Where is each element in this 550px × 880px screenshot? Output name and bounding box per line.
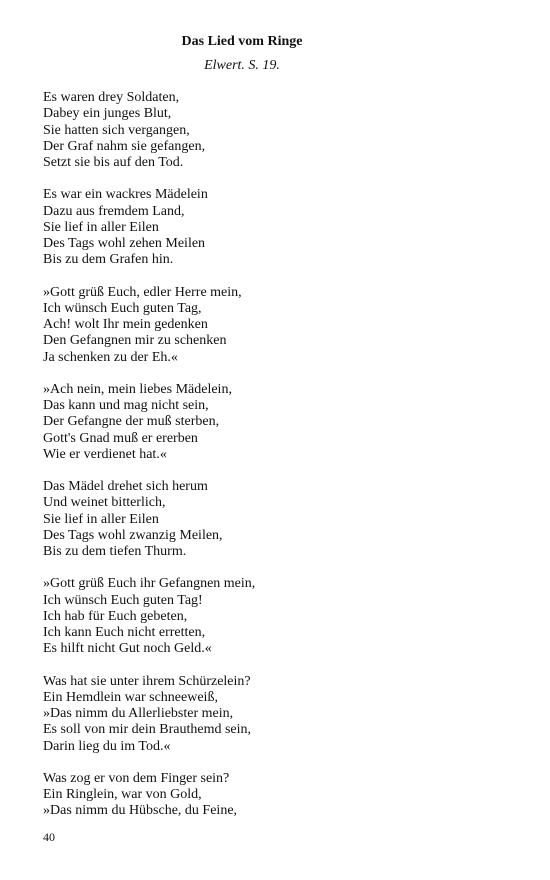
verse-line: Setzt sie bis auf den Tod. (43, 155, 184, 170)
verse-line: Ich kann Euch nicht erretten, (43, 625, 206, 640)
verse-line: »Das nimm du Hübsche, du Feine, (43, 803, 238, 819)
verse-line: Bis zu dem tiefen Thurm. (43, 544, 187, 559)
verse-line: Was zog er von dem Finger sein? (43, 770, 230, 786)
source-reference: Elwert. S. 19. (204, 58, 280, 73)
stanza-2 (43, 187, 503, 268)
verse-line: Wie er verdienet hat.« (43, 446, 167, 462)
stanza-3 (43, 285, 503, 366)
verse-line: Der Gefangne der muß sterben, (43, 414, 220, 430)
verse-line: Und weinet bitterlich, (43, 495, 166, 511)
verse-line: Des Tags wohl zwanzig Meilen, (43, 527, 223, 543)
verse-line: »Das nimm du Allerliebster mein, (43, 706, 234, 721)
verse-line: Ein Ringlein, war von Gold, (43, 787, 202, 802)
stanza-4 (43, 382, 503, 463)
verse-line: »Ach nein, mein liebes Mädelein, (43, 381, 232, 397)
verse-line: Darin lieg du im Tod.« (43, 738, 171, 754)
verse-line: Sie lief in aller Eilen (43, 219, 159, 235)
verse-line: Gott's Gnad muß er ererben (43, 430, 198, 446)
stanza-8 (43, 771, 503, 820)
verse-line: Dabey ein junges Blut, (43, 106, 172, 122)
stanza-7 (43, 674, 503, 755)
verse-line: Das kann und mag nicht sein, (43, 398, 209, 413)
verse-line: Sie lief in aller Eilen (43, 511, 159, 527)
verse-line: Das Mädel drehet sich herum (43, 479, 208, 494)
verse-line: Was hat sie unter ihrem Schürzelein? (43, 673, 251, 689)
verse-line: Ein Hemdlein war schneeweiß, (43, 689, 218, 705)
stanza-6 (43, 576, 503, 657)
stanza-1 (43, 90, 503, 171)
verse-line: Es hilft nicht Gut noch Geld.« (43, 641, 212, 657)
page-number: 40 (43, 830, 55, 844)
verse-line: Ach! wolt Ihr mein gedenken (43, 317, 208, 332)
verse-line: Bis zu dem Grafen hin. (43, 252, 174, 268)
verse-line: Es waren drey Soldaten, (43, 90, 180, 105)
verse-line: Sie hatten sich vergangen, (43, 122, 190, 138)
verse-line: Ich hab für Euch gebeten, (43, 608, 188, 624)
poem-body (43, 90, 503, 836)
verse-line: Es war ein wackres Mädelein (43, 187, 208, 203)
verse-line: »Gott grüß Euch ihr Gefangnen mein, (43, 576, 256, 592)
verse-line: »Gott grüß Euch, edler Herre mein, (43, 284, 242, 300)
stanza-5 (43, 479, 503, 560)
verse-line: Ja schenken zu der Eh.« (43, 349, 178, 365)
verse-line: Den Gefangnen mir zu schenken (43, 333, 227, 349)
verse-line: Ich wünsch Euch guten Tag! (43, 592, 203, 608)
verse-line: Des Tags wohl zehen Meilen (43, 236, 206, 251)
verse-line: Dazu aus fremdem Land, (43, 203, 185, 219)
verse-line: Ich wünsch Euch guten Tag, (43, 300, 202, 316)
verse-line: Der Graf nahm sie gefangen, (43, 138, 206, 154)
poem-title: Das Lied vom Ringe (181, 34, 303, 49)
verse-line: Es soll von mir dein Brauthemd sein, (43, 722, 252, 738)
